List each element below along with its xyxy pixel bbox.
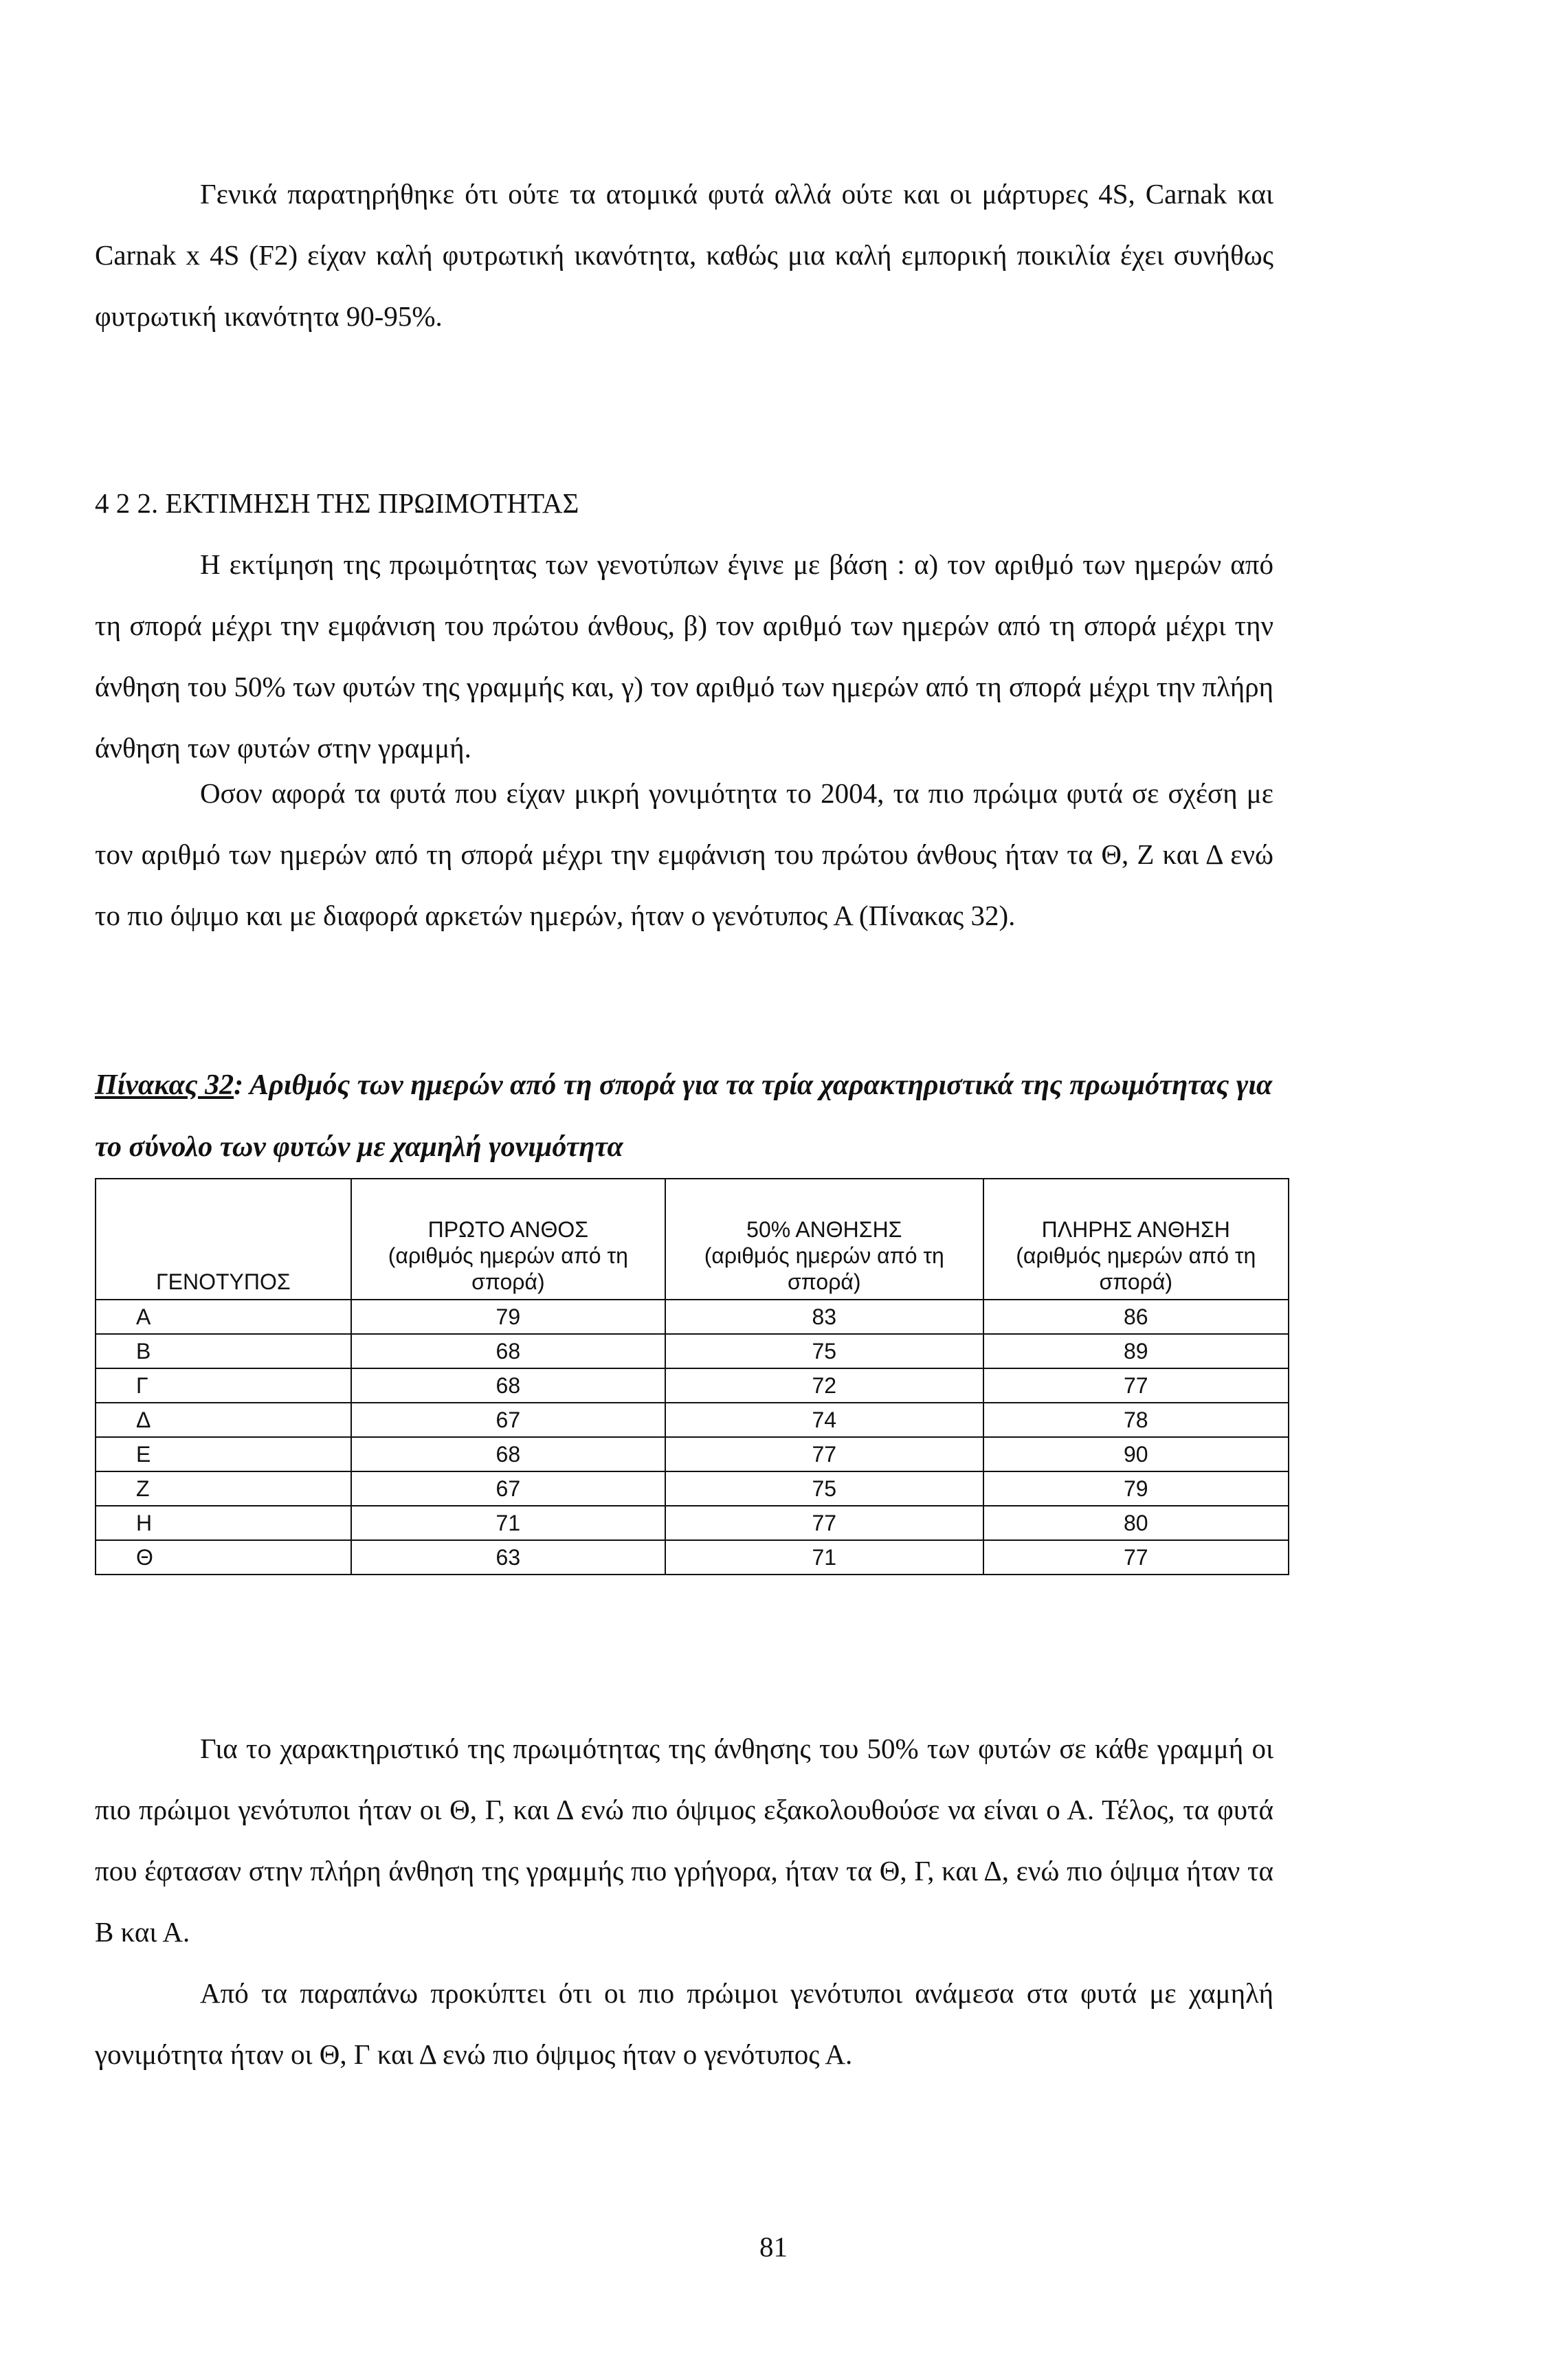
- cell-full-flower: 77: [983, 1368, 1289, 1403]
- cell-full-flower: 79: [983, 1471, 1289, 1506]
- header-first-flower-unit: (αριθμός ημερών από τη σπορά): [388, 1243, 628, 1294]
- cell-first-flower: 63: [351, 1540, 665, 1575]
- cell-first-flower: 68: [351, 1334, 665, 1368]
- cell-first-flower: 67: [351, 1403, 665, 1437]
- header-full-flower: [983, 1179, 1289, 1300]
- cell-full-flower: 89: [983, 1334, 1289, 1368]
- cell-full-flower: 90: [983, 1437, 1289, 1471]
- header-half-flower: [665, 1179, 983, 1300]
- cell-genotype: Δ: [96, 1403, 351, 1437]
- cell-genotype: Θ: [96, 1540, 351, 1575]
- header-half-flower-unit: (αριθμός ημερών από τη σπορά): [704, 1243, 944, 1294]
- cell-half-flower: 77: [665, 1506, 983, 1540]
- header-first-flower-title: ΠΡΩΤΟ ΑΝΘΟΣ: [427, 1217, 589, 1242]
- table-row: [96, 1506, 1289, 1540]
- cell-first-flower: 68: [351, 1437, 665, 1471]
- header-full-flower-title: ΠΛΗΡΗΣ ΑΝΘΗΣΗ: [1041, 1217, 1230, 1242]
- cell-full-flower: 86: [983, 1300, 1289, 1334]
- cell-genotype: Ζ: [96, 1471, 351, 1506]
- page-number: 81: [759, 2231, 788, 2262]
- paragraph-earliness-method: Η εκτίμηση της πρωιμότητας των γενοτύπων έγινε με βάση : α) τον αριθμό των ημερών από τη σπορά μέχρι την εμφάνιση του πρώτου άνθους, β) τον αριθμό των ημερών από τη σπορά μέχρι την άνθηση του 50% των φυτών της γραμμής και, γ) τον αριθμό των ημερών από τη σπορά μέχρι την πλήρη άνθηση των φυτών στην γραμμή.: [95, 548, 1273, 764]
- cell-genotype: Γ: [96, 1368, 351, 1403]
- header-half-flower-title: 50% ΑΝΘΗΣΗΣ: [746, 1217, 902, 1242]
- cell-genotype: Ε: [96, 1437, 351, 1471]
- cell-half-flower: 77: [665, 1437, 983, 1471]
- cell-genotype: Β: [96, 1334, 351, 1368]
- table-row: [96, 1300, 1289, 1334]
- earliness-table: [95, 1178, 1289, 1575]
- cell-first-flower: 68: [351, 1368, 665, 1403]
- header-full-flower-unit: (αριθμός ημερών από τη σπορά): [1016, 1243, 1256, 1294]
- cell-half-flower: 75: [665, 1471, 983, 1506]
- cell-first-flower: 67: [351, 1471, 665, 1506]
- cell-half-flower: 71: [665, 1540, 983, 1575]
- cell-half-flower: 72: [665, 1368, 983, 1403]
- cell-full-flower: 78: [983, 1403, 1289, 1437]
- paragraph-conclusion: Από τα παραπάνω προκύπτει ότι οι πιο πρώιμοι γενότυποι ανάμεσα στα φυτά με χαμηλή γονιμότητα ήταν οι Θ, Γ και Δ ενώ πιο όψιμος ήταν ο γενότυπος Α.: [95, 1977, 1273, 2070]
- cell-genotype: Α: [96, 1300, 351, 1334]
- table-header-row: [96, 1179, 1289, 1300]
- header-first-flower: [351, 1179, 665, 1300]
- table-row: [96, 1471, 1289, 1506]
- table-row: [96, 1540, 1289, 1575]
- cell-first-flower: 71: [351, 1506, 665, 1540]
- table-caption: [95, 1054, 1273, 1178]
- table-caption-text: : Αριθμός των ημερών από τη σπορά για τα τρία χαρακτηριστικά της πρωιμότητας για το σύνολο των φυτών με χαμηλή γονιμότητα: [95, 1069, 1273, 1163]
- header-genotype: ΓΕΝΟΤΥΠΟΣ: [96, 1179, 351, 1300]
- cell-full-flower: 77: [983, 1540, 1289, 1575]
- table-row: [96, 1437, 1289, 1471]
- paragraph-half-flower-results: Για το χαρακτηριστικό της πρωιμότητας της άνθησης του 50% των φυτών σε κάθε γραμμή οι πιο πρώιμοι γενότυποι ήταν οι Θ, Γ, και Δ ενώ πιο όψιμος εξακολουθούσε να είναι ο Α. Τέλος, τα φυτά που έφτασαν στην πλήρη άνθηση της γραμμής πιο γρήγορα, ήταν τα Θ, Γ, και Δ, ενώ πιο όψιμα ήταν τα Β και Α.: [95, 1733, 1273, 1948]
- cell-half-flower: 75: [665, 1334, 983, 1368]
- paragraph-germination-summary: Γενικά παρατηρήθηκε ότι ούτε τα ατομικά φυτά αλλά ούτε και οι μάρτυρες 4S, Carnak και Carnak x 4S (F2) είχαν καλή φυτρωτική ικανότητα, καθώς μια καλή εμπορική ποικιλία έχει συνήθως φυτρωτική ικανότητα 90-95%.: [95, 178, 1273, 332]
- cell-full-flower: 80: [983, 1506, 1289, 1540]
- table-row: [96, 1403, 1289, 1437]
- table-row: [96, 1368, 1289, 1403]
- paragraph-first-flower-results: Οσον αφορά τα φυτά που είχαν μικρή γονιμότητα το 2004, τα πιο πρώιμα φυτά σε σχέση με τον αριθμό των ημερών από τη σπορά μέχρι την εμφάνιση του πρώτου άνθους ήταν τα Θ, Ζ και Δ ενώ το πιο όψιμο και με διαφορά αρκετών ημερών, ήταν ο γενότυπος Α (Πίνακας 32).: [95, 777, 1273, 931]
- table-caption-label: Πίνακας 32: [95, 1069, 234, 1101]
- cell-half-flower: 83: [665, 1300, 983, 1334]
- section-heading: 4 2 2. ΕΚΤΙΜΗΣΗ ΤΗΣ ΠΡΩΙΜΟΤΗΤΑΣ: [95, 487, 579, 519]
- cell-genotype: Η: [96, 1506, 351, 1540]
- cell-first-flower: 79: [351, 1300, 665, 1334]
- table-row: [96, 1334, 1289, 1368]
- cell-half-flower: 74: [665, 1403, 983, 1437]
